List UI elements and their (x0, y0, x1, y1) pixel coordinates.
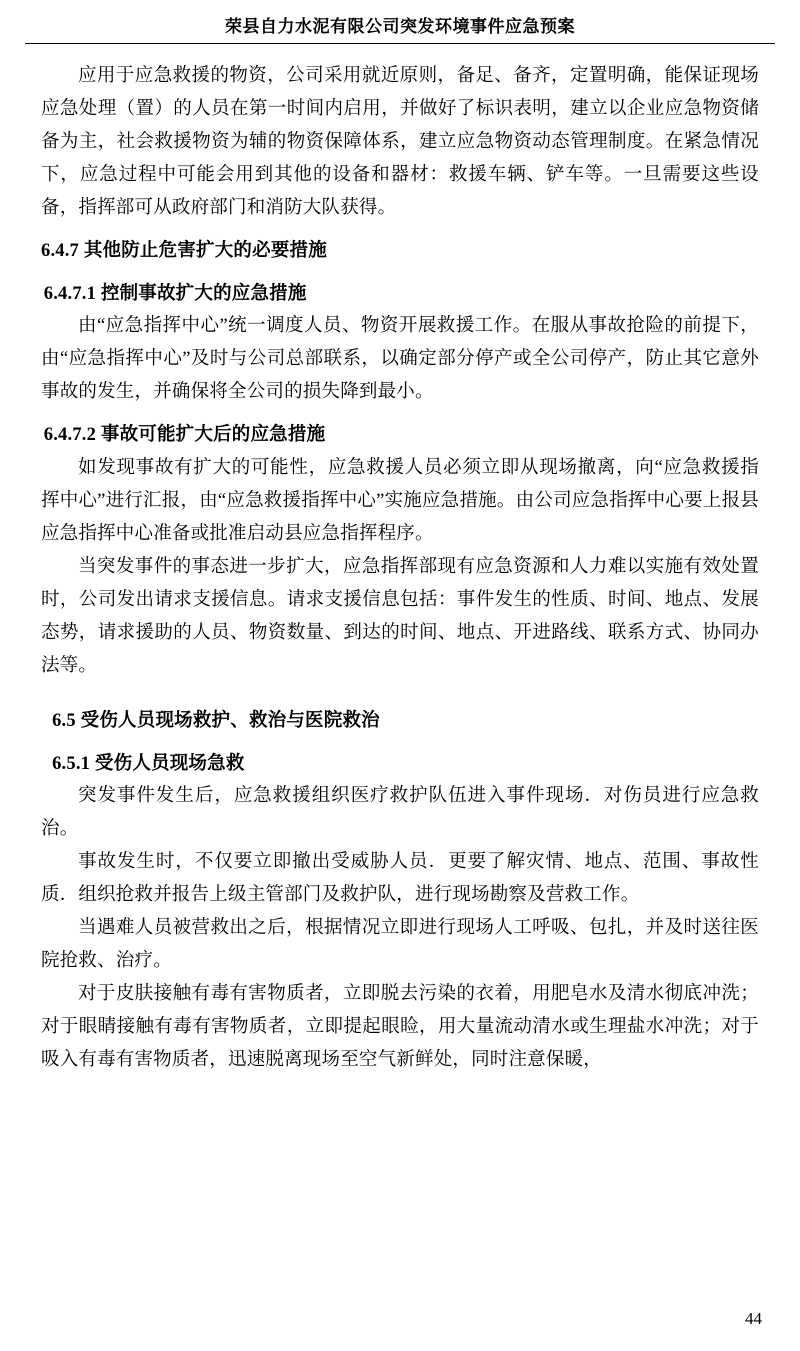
paragraph-expansion-measures: 如发现事故有扩大的可能性，应急救援人员必须立即从现场撤离，向“应急救援指挥中心”进行汇报，由“应急救援指挥中心”实施应急措施。由公司应急指挥中心要上报县应急指挥中心准备或批准启动县应急指挥程序。 (41, 458, 759, 544)
paragraph-first-aid: 突发事件发生后，应急救援组织医疗救护队伍进入事件现场．对伤员进行应急救治。 (41, 786, 759, 840)
paragraph-exposure-treatment: 对于皮肤接触有毒有害物质者，立即脱去污染的衣着，用肥皂水及清水彻底冲洗；对于眼睛接触有毒有害物质者，立即提起眼睑，用大量流动清水或生理盐水冲洗；对于吸入有毒有害物质者，迅速脱离现场至空气新鲜处，同时注意保暖， (41, 983, 759, 1070)
paragraph-control-measures: 由“应急指挥中心”统一调度人员、物资开展救援工作。在服从事故抢险的前提下，由“应急指挥中心”及时与公司总部联系，以确定部分停产或全公司停产，防止其它意外事故的发生，并确保将全公司的损失降到最小。 (41, 316, 759, 403)
heading-6-4-7-1: 6.4.7.1 控制事故扩大的应急措施 (43, 283, 307, 304)
heading-6-5: 6.5 受伤人员现场救护、救治与医院救治 (52, 710, 380, 731)
spacer (41, 683, 759, 695)
page-number: 44 (745, 1309, 762, 1328)
paragraph-materials: 应用于应急救援的物资，公司采用就近原则，备足、备齐，定置明确，能保证现场应急处理（置）的人员在第一时间内启用，并做好了标识表明，建立以企业应急物资储备为主，社会救援物资为辅的物资保障体系，建立应急物资动态管理制度。在紧急情况下，应急过程中可能会用到其他的设备和器材：救援车辆、铲车等。一旦需要这些设备，指挥部可从政府部门和消防大队获得。 (41, 66, 759, 218)
header-title: 荣县自力水泥有限公司突发环境事件应急预案 (225, 17, 575, 36)
heading-6-4-7-2: 6.4.7.2 事故可能扩大后的应急措施 (43, 425, 326, 446)
page-header (0, 0, 800, 43)
heading-6-5-1: 6.5.1 受伤人员现场急救 (52, 753, 245, 774)
paragraph-rescued-persons: 当遇难人员被营救出之后，根据情况立即进行现场人工呼吸、包扎，并及时送往医院抢救、治疗。 (41, 918, 759, 972)
heading-6-4-7: 6.4.7 其他防止危害扩大的必要措施 (41, 240, 327, 261)
paragraph-support-request: 当突发事件的事态进一步扩大，应急指挥部现有应急资源和人力难以实施有效处置时，公司发出请求支援信息。请求支援信息包括：事件发生的性质、时间、地点、发展态势，请求援助的人员、物资数量、到达的时间、地点、开进路线、联系方式、协同办法等。 (41, 556, 759, 676)
document-content (41, 44, 759, 1077)
paragraph-evacuation: 事故发生时，不仅要立即撤出受威胁人员．更要了解灾情、地点、范围、事故性质．组织抢救并报告上级主管部门及救护队，进行现场勘察及营救工作。 (41, 852, 759, 906)
